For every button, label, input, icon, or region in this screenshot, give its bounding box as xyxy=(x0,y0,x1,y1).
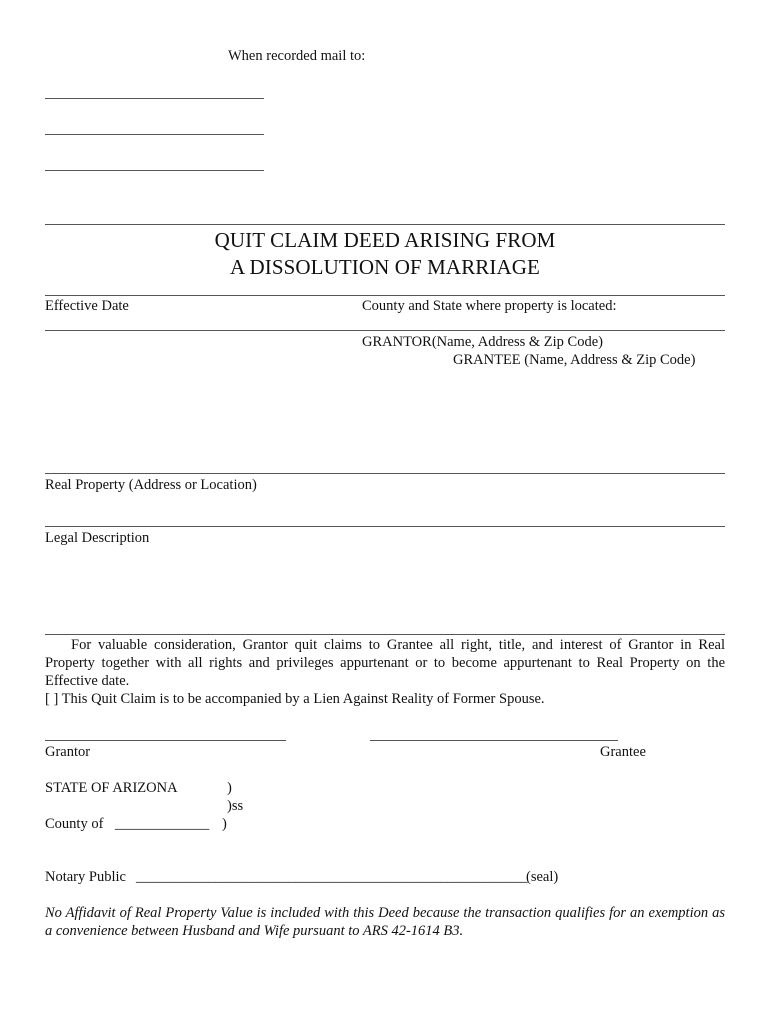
venue-paren-3: ) xyxy=(222,816,227,832)
mail-to-line-1[interactable] xyxy=(45,98,264,99)
grantee-signature-line[interactable] xyxy=(370,740,618,741)
consideration-text: For valuable consideration, Grantor quit claims to Grantee all right, title, and interest of Grantor in Real Property together with all rights and privileges appurtenant or to become appurtenant to Real Property on the Effective date. xyxy=(45,637,725,689)
real-property-label: Real Property (Address or Location) xyxy=(45,477,257,493)
mail-to-line-3[interactable] xyxy=(45,170,264,171)
state-label: STATE OF ARIZONA xyxy=(45,780,178,796)
grantor-info-label: GRANTOR(Name, Address & Zip Code) xyxy=(362,334,603,350)
grantee-signature-label: Grantee xyxy=(600,744,646,760)
grantee-info-label: GRANTEE (Name, Address & Zip Code) xyxy=(453,352,696,368)
effective-date-label: Effective Date xyxy=(45,298,129,314)
divider xyxy=(45,295,725,296)
divider xyxy=(45,634,725,635)
divider xyxy=(45,526,725,527)
lien-checkbox[interactable]: [ ] xyxy=(45,691,59,707)
footer-note: No Affidavit of Real Property Value is included with this Deed because the transaction qualifies for an exemption as a convenience between Husband and Wife pursuant to ARS 42-1614 B3. xyxy=(45,905,725,939)
county-label: County of xyxy=(45,816,104,832)
venue-ss: )ss xyxy=(227,798,244,814)
notary-label: Notary Public xyxy=(45,869,126,885)
mail-to-label: When recorded mail to: xyxy=(228,48,366,64)
legal-description-label: Legal Description xyxy=(45,530,150,546)
page-title-line-1: QUIT CLAIM DEED ARISING FROM xyxy=(214,228,556,252)
page-title-line-2: A DISSOLUTION OF MARRIAGE xyxy=(230,255,540,279)
mail-to-line-2[interactable] xyxy=(45,134,264,135)
divider xyxy=(45,224,725,225)
divider xyxy=(45,330,725,331)
divider xyxy=(45,473,725,474)
county-blank[interactable]: _____________ xyxy=(115,816,210,832)
grantor-signature-line[interactable] xyxy=(45,740,286,741)
consideration-paragraph xyxy=(45,636,725,690)
venue-paren-1: ) xyxy=(227,780,232,796)
lien-text: This Quit Claim is to be accompanied by a Lien Against Reality of Former Spouse. xyxy=(61,691,545,707)
notary-blank[interactable]: ______________________________________________________ xyxy=(136,869,528,885)
seal-label: (seal) xyxy=(526,869,559,885)
lien-clause xyxy=(45,690,545,708)
county-state-label: County and State where property is located: xyxy=(362,298,617,314)
grantor-signature-label: Grantor xyxy=(45,744,91,760)
